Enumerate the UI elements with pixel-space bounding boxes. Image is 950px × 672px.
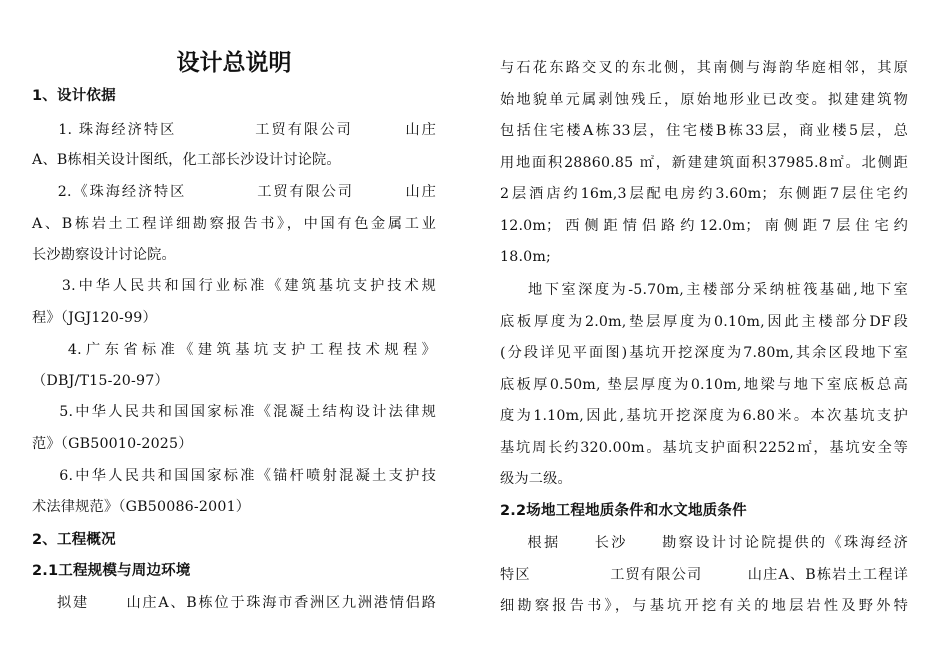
text-line: 级为二级。 — [500, 471, 572, 487]
text-line: 底板厚度为2.0m,垫层厚度为0.10m,因此主楼部分DF段 — [500, 314, 908, 330]
text-line: 范》（GB50010-2025） — [32, 436, 193, 452]
text-line: 与石花东路交叉的东北侧，其南侧与海韵华庭相邻，其原 — [500, 60, 908, 76]
subsection-heading: 2.2场地工程地质条件和水文地质条件 — [500, 503, 747, 519]
text-line: 5.中华人民共和国国家标准《混凝土结构设计法律规 — [32, 404, 436, 420]
text-line: 2.《珠海经济特区 工贸有限公司 山庄 — [32, 184, 436, 200]
text-line: 1. 珠海经济特区 工贸有限公司 山庄 — [32, 122, 436, 138]
text-line: 6.中华人民共和国国家标准《锚杆喷射混凝土支护技 — [32, 468, 436, 484]
text-line: 细勘察报告书》，与基坑开挖有关的地层岩性及野外特 — [500, 598, 908, 614]
page-title: 设计总说明 — [176, 50, 292, 76]
text-line: 底板厚0.50m, 垫层厚度为0.10m,地梁与地下室底板总高 — [500, 377, 908, 393]
text-line: A、B栋相关设计图纸，化工部长沙设计讨论院。 — [32, 152, 341, 168]
text-line: 特区 工贸有限公司 山庄A、B栋岩土工程详 — [500, 567, 908, 583]
text-line: 18.0m; — [500, 249, 552, 265]
text-line: 地下室深度为-5.70m,主楼部分采纳桩筏基础,地下室 — [500, 282, 908, 298]
text-line: (分段详见平面图)基坑开挖深度为7.80m,其余区段地下室 — [500, 345, 908, 361]
text-line: 3.中华人民共和国行业标准《建筑基坑支护技术规 — [32, 278, 436, 294]
subsection-heading: 2.1工程规模与周边环境 — [32, 563, 191, 579]
text-line: 程》（JGJ120-99） — [32, 310, 157, 326]
text-line: 2层酒店约16m,3层配电房约3.60m；东侧距7层住宅约 — [500, 186, 908, 202]
text-line: 始地貌单元属剥蚀残丘，原始地形业已改变。拟建建筑物 — [500, 92, 908, 108]
text-line: 度为1.10m,因此,基坑开挖深度为6.80米。本次基坑支护 — [500, 408, 908, 424]
text-line: 长沙勘察设计讨论院。 — [32, 247, 176, 263]
text-line: 拟建 山庄A、B栋位于珠海市香洲区九洲港情侣路 — [32, 595, 436, 611]
text-line: 包括住宅楼A栋33层，住宅楼B栋33层，商业楼5层，总 — [500, 123, 908, 139]
text-line: 根据 长沙 勘察设计讨论院提供的《珠海经济 — [500, 535, 908, 551]
text-line: 12.0m；西侧距情侣路约12.0m；南侧距7层住宅约 — [500, 218, 908, 234]
section-heading: 1、设计依据 — [32, 88, 116, 104]
text-line: 4.广东省标准《建筑基坑支护工程技术规程》 — [32, 342, 436, 358]
text-line: 用地面积28860.85 ㎡，新建建筑面积37985.8㎡。北侧距 — [500, 155, 908, 171]
text-line: 基坑周长约320.00m。基坑支护面积2252㎡，基坑安全等 — [500, 440, 908, 456]
text-line: A、B栋岩土工程详细勘察报告书》，中国有色金属工业 — [32, 216, 436, 232]
text-line: 术法律规范》（GB50086-2001） — [32, 499, 251, 515]
section-heading: 2、工程概况 — [32, 532, 116, 548]
text-line: （DBJ/T15-20-97） — [32, 373, 169, 389]
